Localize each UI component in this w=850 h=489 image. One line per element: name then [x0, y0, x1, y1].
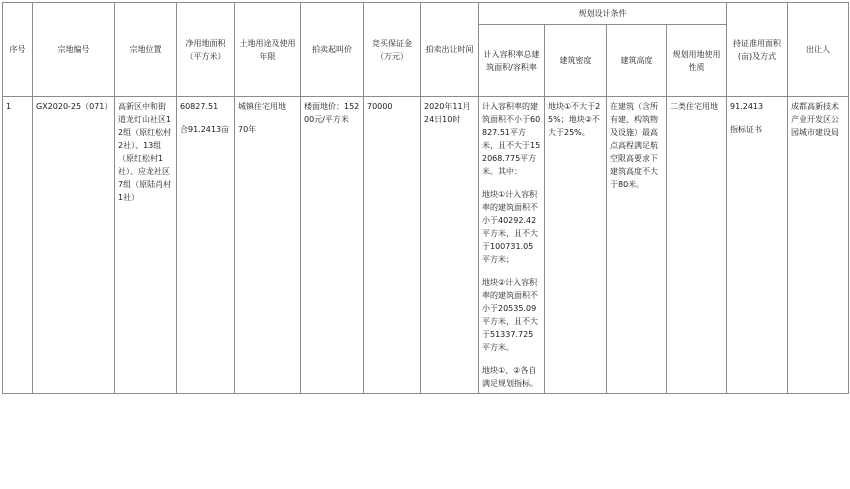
- header-row-1: [3, 3, 849, 25]
- cert-method: 指标证书: [730, 125, 762, 134]
- header-planning-group: 规划设计条件: [479, 3, 727, 25]
- net-area-mu: 合91.2413亩: [180, 125, 230, 134]
- far-paragraph-3: 地块②计入容积率的建筑面积不小于20535.09平方米，且不大于51337.725平方米。: [482, 278, 538, 352]
- far-paragraph-1: 计入容积率的建筑面积不小于60827.51平方米，且不大于152068.775平方米。其中：: [482, 102, 541, 176]
- cell-cert: [727, 97, 788, 394]
- cell-planning-use: 二类住宅用地: [667, 97, 727, 394]
- header-height: 建筑高度: [607, 25, 667, 97]
- cell-code: GX2020-25（071）: [33, 97, 115, 394]
- header-land-use: 土地用途及使用年限: [235, 3, 301, 97]
- cell-auction-time: 2020年11月24日10时: [421, 97, 479, 394]
- cell-net-area: [177, 97, 235, 394]
- header-planning-use: 规划用地使用性质: [667, 25, 727, 97]
- cell-location: 高新区中和街道龙灯山社区12组（原红松村2社）、13组（原红松村1社）、应龙社区7组（原陆肖村1社）: [115, 97, 177, 394]
- net-area-value: 60827.51: [180, 102, 219, 111]
- header-net-area: 净用地面积（平方米）: [177, 3, 235, 97]
- header-start-price: 拍卖起叫价: [301, 3, 364, 97]
- header-cert: 持证准用面积(亩)及方式: [727, 3, 788, 97]
- far-paragraph-4: 地块①、②各自满足规划指标。: [482, 366, 538, 388]
- header-far: 计入容积率总建筑面积/容积率: [479, 25, 545, 97]
- land-use-value: 城镇住宅用地: [238, 102, 286, 111]
- header-seller: 出让人: [788, 3, 849, 97]
- header-code: 宗地编号: [33, 3, 115, 97]
- cell-height: 在建筑（含所有建、构筑物及设施）最高点高程满足航空限高要求下建筑高度不大于80米。: [607, 97, 667, 394]
- cell-deposit: 70000: [364, 97, 421, 394]
- far-paragraph-2: 地块①计入容积率的建筑面积不小于40292.42平方米，且不大于100731.05平方米；: [482, 190, 538, 264]
- land-use-years: 70年: [238, 125, 257, 134]
- land-auction-table: [2, 2, 849, 394]
- cell-far: [479, 97, 545, 394]
- header-deposit: 竞买保证金（万元）: [364, 3, 421, 97]
- cell-seq: 1: [3, 97, 33, 394]
- header-location: 宗地位置: [115, 3, 177, 97]
- cell-land-use: [235, 97, 301, 394]
- cert-area: 91.2413: [730, 102, 764, 111]
- cell-start-price: 楼面地价：15200元/平方米: [301, 97, 364, 394]
- header-auction-time: 拍卖出让时间: [421, 3, 479, 97]
- header-density: 建筑密度: [545, 25, 607, 97]
- table-row: [3, 97, 849, 394]
- cell-seller: 成都高新技术产业开发区公园城市建设局: [788, 97, 849, 394]
- header-seq: 序号: [3, 3, 33, 97]
- cell-density: 地块①不大于25%；地块②不大于25%。: [545, 97, 607, 394]
